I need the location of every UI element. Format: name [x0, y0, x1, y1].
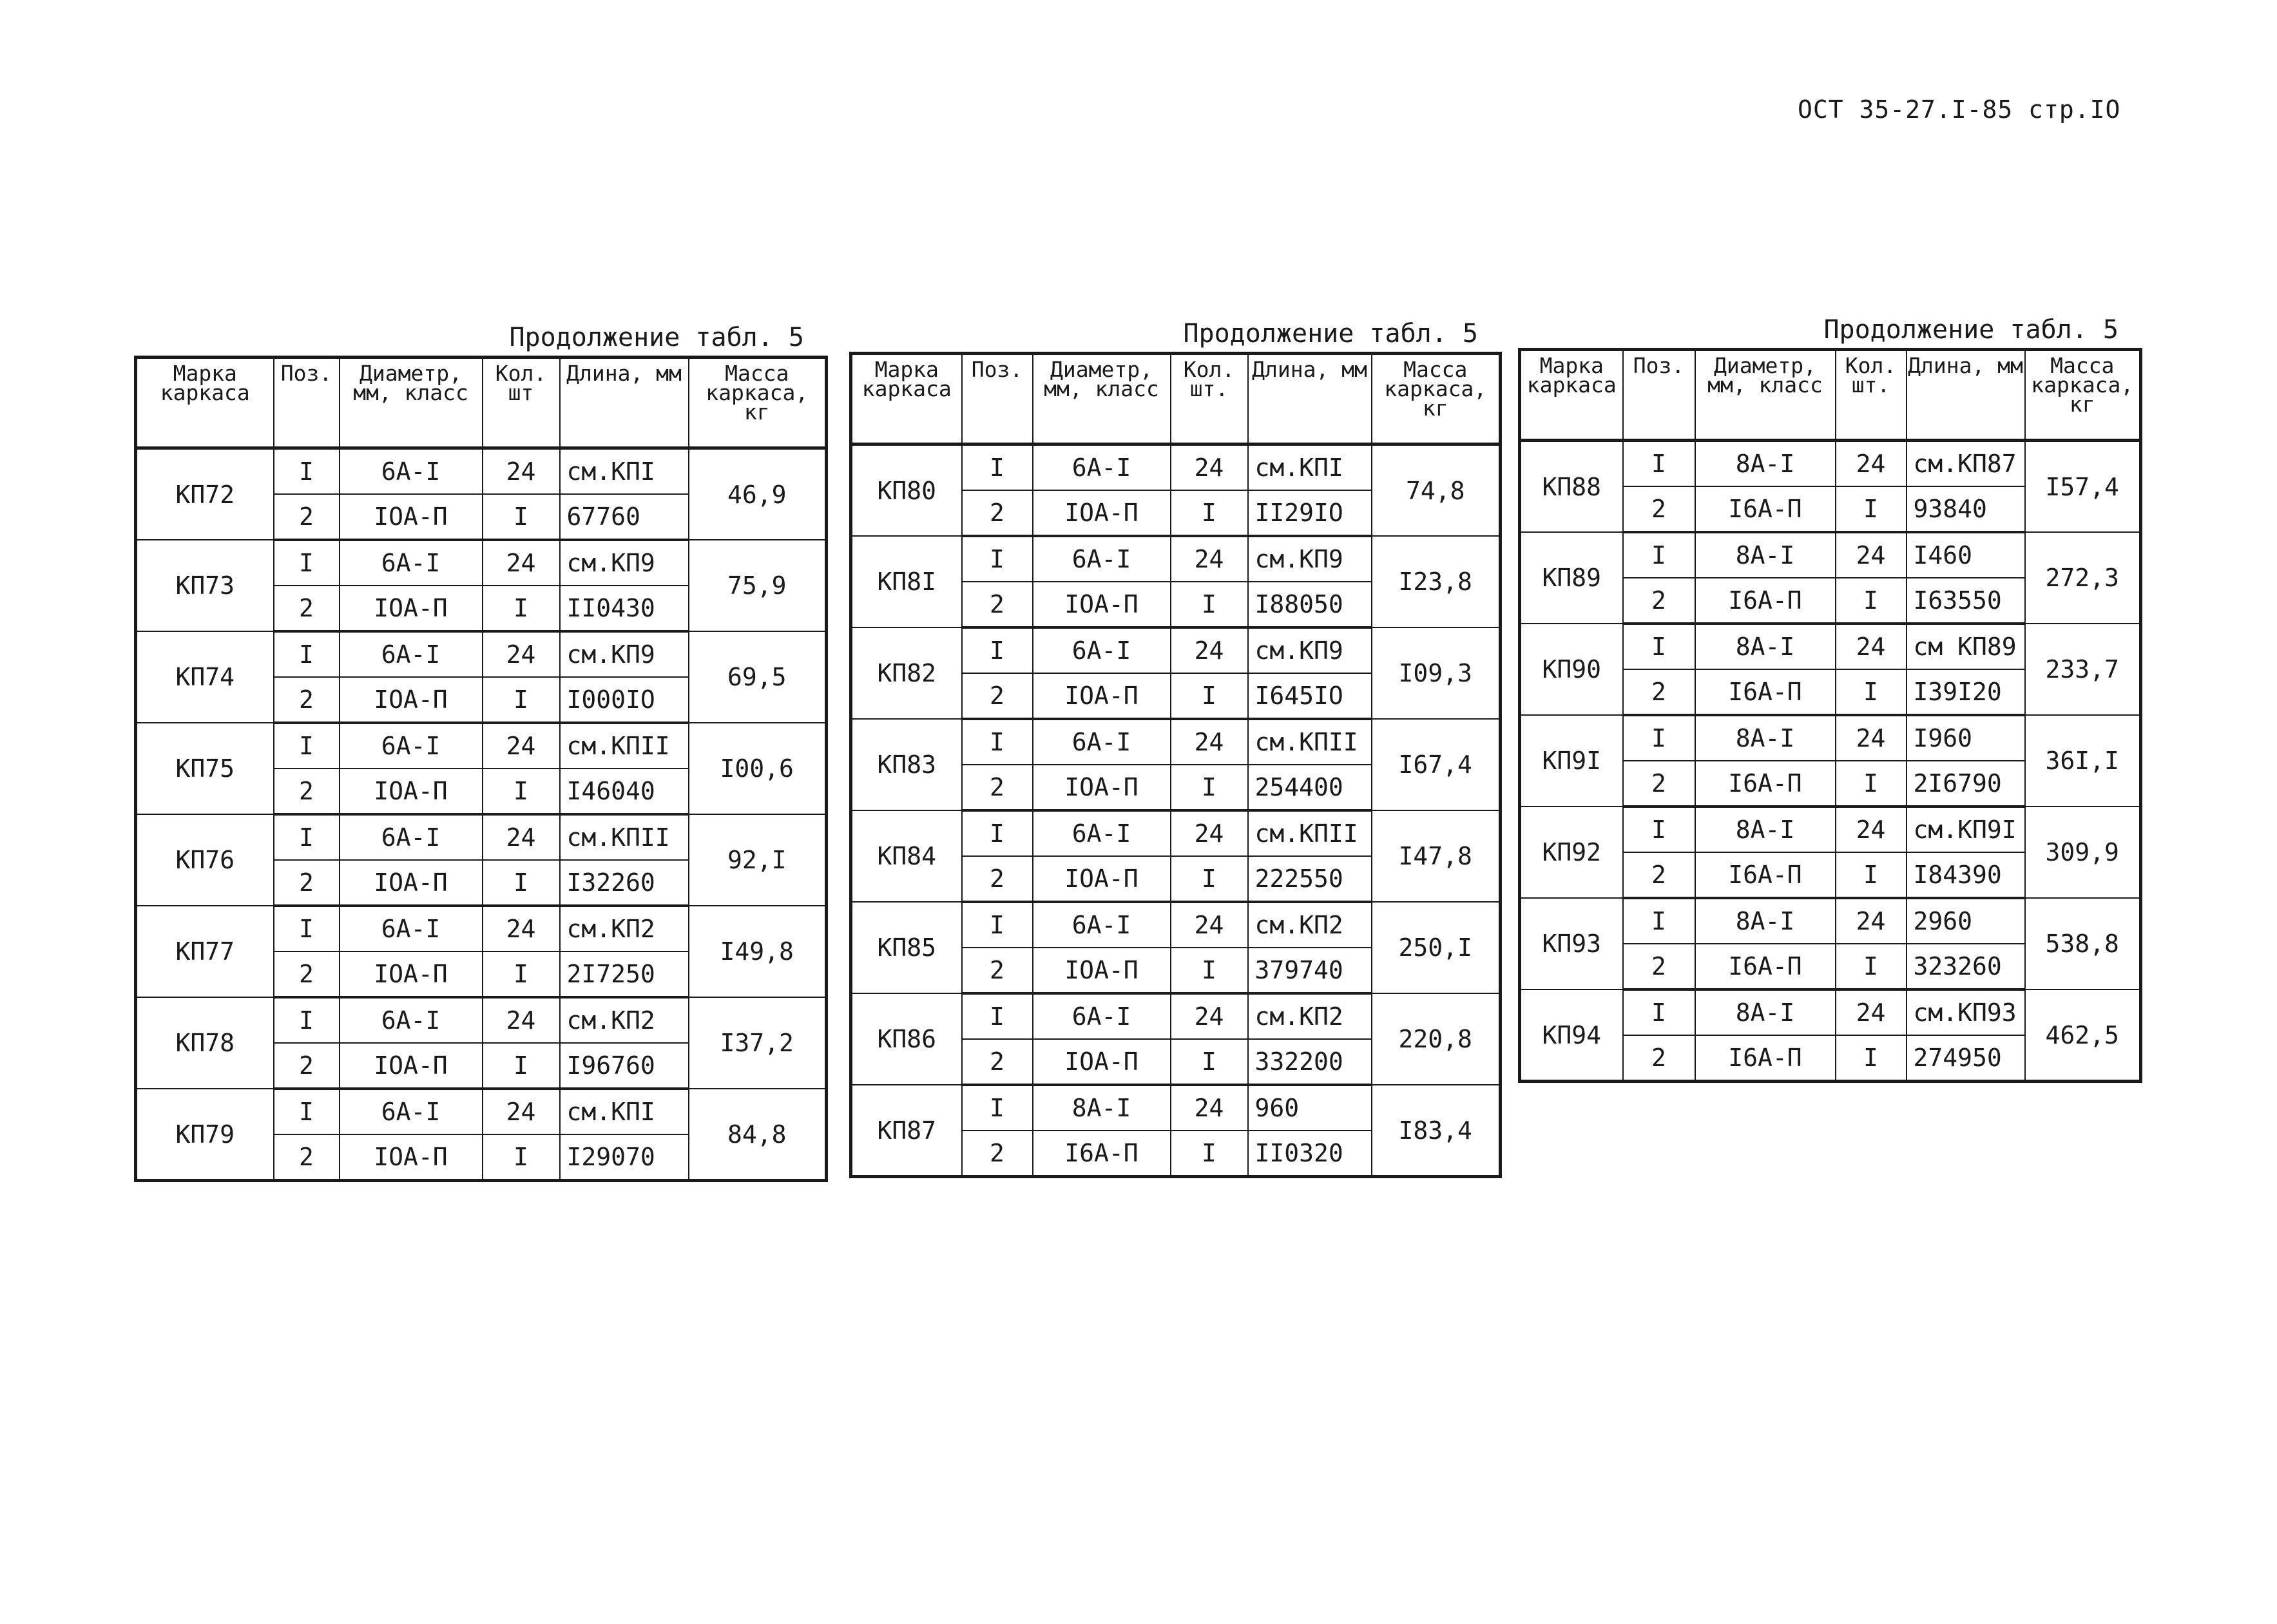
diameter-cell: 6А-I	[1033, 993, 1171, 1039]
length-cell: I000IO	[560, 677, 689, 723]
spec-table	[849, 352, 1502, 1178]
table-row	[1520, 624, 2141, 669]
frame-mark-cell: КП72	[136, 448, 274, 540]
quantity-cell: 24	[1171, 627, 1248, 673]
column-header-mark: Марка каркаса	[851, 354, 962, 444]
frame-mark-cell: КП82	[851, 627, 962, 719]
length-cell: см.КП2	[560, 997, 689, 1043]
diameter-cell: I6A-П	[1695, 761, 1836, 807]
frame-mark-cell: КП75	[136, 723, 274, 814]
quantity-cell: 24	[483, 631, 560, 677]
frame-mark-cell: КП76	[136, 814, 274, 906]
table-block-2	[849, 316, 1505, 1178]
length-cell: II29IO	[1248, 490, 1372, 536]
position-cell: 2	[274, 677, 340, 723]
frame-mass-cell: I09,3	[1372, 627, 1501, 719]
diameter-cell: I6A-П	[1695, 852, 1836, 898]
diameter-cell: IOA-П	[340, 586, 483, 631]
diameter-cell: I6A-П	[1695, 1035, 1836, 1082]
diameter-cell: IOA-П	[340, 677, 483, 723]
position-cell: 2	[962, 490, 1033, 536]
diameter-cell: 6А-I	[340, 906, 483, 951]
column-header-diameter: Диаметр, мм, класс	[340, 358, 483, 448]
quantity-cell: I	[483, 1043, 560, 1089]
length-cell: I960	[1907, 715, 2025, 761]
diameter-cell: 8А-I	[1695, 441, 1836, 487]
frame-mass-cell: 36I,I	[2025, 715, 2141, 807]
position-cell: 2	[1623, 486, 1695, 532]
length-cell: 379740	[1248, 948, 1372, 993]
diameter-cell: IOA-П	[1033, 1039, 1171, 1085]
length-cell: I46040	[560, 769, 689, 814]
quantity-cell: I	[1171, 1039, 1248, 1085]
diameter-cell: IOA-П	[1033, 856, 1171, 902]
diameter-cell: I6A-П	[1695, 578, 1836, 624]
column-header-diameter: Диаметр, мм, класс	[1695, 350, 1836, 441]
frame-mass-cell: 74,8	[1372, 444, 1501, 537]
length-cell: см.КП2	[1248, 902, 1372, 948]
quantity-cell: 24	[1171, 719, 1248, 765]
position-cell: 2	[962, 1039, 1033, 1085]
diameter-cell: 6А-I	[1033, 536, 1171, 582]
diameter-cell: I6A-П	[1695, 486, 1836, 532]
length-cell: 332200	[1248, 1039, 1372, 1085]
frame-mass-cell: 220,8	[1372, 993, 1501, 1085]
quantity-cell: 24	[1836, 715, 1907, 761]
frame-mass-cell: 250,I	[1372, 902, 1501, 993]
quantity-cell: I	[1836, 944, 1907, 989]
quantity-cell: I	[483, 586, 560, 631]
length-cell: см КП89	[1907, 624, 2025, 669]
frame-mass-cell: 69,5	[689, 631, 827, 723]
quantity-cell: I	[1171, 765, 1248, 810]
diameter-cell: 6А-I	[1033, 810, 1171, 856]
quantity-cell: 24	[1171, 1085, 1248, 1131]
quantity-cell: 24	[483, 448, 560, 495]
quantity-cell: 24	[1171, 810, 1248, 856]
length-cell: II0430	[560, 586, 689, 631]
table-row	[851, 719, 1501, 765]
diameter-cell: 6А-I	[340, 723, 483, 769]
position-cell: I	[274, 906, 340, 951]
diameter-cell: IOA-П	[340, 494, 483, 540]
length-cell: 2I7250	[560, 951, 689, 997]
position-cell: I	[962, 536, 1033, 582]
quantity-cell: I	[1171, 948, 1248, 993]
length-cell: 254400	[1248, 765, 1372, 810]
length-cell: см.КПII	[1248, 810, 1372, 856]
length-cell: 222550	[1248, 856, 1372, 902]
column-header-diameter: Диаметр, мм, класс	[1033, 354, 1171, 444]
position-cell: 2	[962, 856, 1033, 902]
position-cell: 2	[1623, 852, 1695, 898]
frame-mark-cell: КП73	[136, 540, 274, 631]
position-cell: 2	[962, 765, 1033, 810]
position-cell: 2	[1623, 1035, 1695, 1082]
diameter-cell: 8А-I	[1695, 898, 1836, 944]
document-header: ОСТ 35-27.I-85 стр.IO	[1798, 95, 2121, 124]
length-cell: см.КП93	[1907, 989, 2025, 1035]
column-header-pos: Поз.	[274, 358, 340, 448]
position-cell: 2	[1623, 944, 1695, 989]
length-cell: см.КП2	[560, 906, 689, 951]
quantity-cell: I	[1836, 1035, 1907, 1082]
quantity-cell: 24	[483, 540, 560, 586]
position-cell: I	[962, 1085, 1033, 1131]
position-cell: 2	[274, 494, 340, 540]
length-cell: 2I6790	[1907, 761, 2025, 807]
position-cell: 2	[962, 948, 1033, 993]
length-cell: см.КП9	[560, 631, 689, 677]
position-cell: I	[274, 997, 340, 1043]
quantity-cell: 24	[483, 723, 560, 769]
length-cell: 93840	[1907, 486, 2025, 532]
frame-mass-cell: 46,9	[689, 448, 827, 540]
frame-mass-cell: I37,2	[689, 997, 827, 1089]
diameter-cell: 6А-I	[340, 814, 483, 860]
quantity-cell: I	[1836, 486, 1907, 532]
position-cell: I	[962, 444, 1033, 491]
table-block-1	[134, 320, 831, 1182]
table-row	[136, 631, 827, 677]
diameter-cell: IOA-П	[340, 951, 483, 997]
position-cell: 2	[962, 1131, 1033, 1177]
length-cell: см.КП9I	[1907, 807, 2025, 852]
position-cell: 2	[274, 951, 340, 997]
length-cell: I32260	[560, 860, 689, 906]
length-cell: I460	[1907, 532, 2025, 578]
position-cell: I	[1623, 898, 1695, 944]
position-cell: 2	[274, 860, 340, 906]
frame-mark-cell: КП87	[851, 1085, 962, 1177]
diameter-cell: 8А-I	[1695, 715, 1836, 761]
diameter-cell: 6А-I	[340, 540, 483, 586]
position-cell: I	[274, 448, 340, 495]
length-cell: I63550	[1907, 578, 2025, 624]
position-cell: 2	[1623, 578, 1695, 624]
table-row	[851, 810, 1501, 856]
position-cell: 2	[274, 769, 340, 814]
quantity-cell: I	[483, 677, 560, 723]
diameter-cell: 6А-I	[340, 631, 483, 677]
position-cell: I	[962, 902, 1033, 948]
table-row	[136, 723, 827, 769]
diameter-cell: 6А-I	[1033, 902, 1171, 948]
frame-mark-cell: КП94	[1520, 989, 1623, 1082]
frame-mark-cell: КП89	[1520, 532, 1623, 624]
column-header-mass: Масса каркаса, кг	[2025, 350, 2141, 441]
frame-mass-cell: 462,5	[2025, 989, 2141, 1082]
length-cell: I96760	[560, 1043, 689, 1089]
frame-mark-cell: КП86	[851, 993, 962, 1085]
position-cell: I	[1623, 807, 1695, 852]
table-row	[851, 627, 1501, 673]
length-cell: I84390	[1907, 852, 2025, 898]
length-cell: 960	[1248, 1085, 1372, 1131]
position-cell: I	[274, 1089, 340, 1134]
frame-mass-cell: I67,4	[1372, 719, 1501, 810]
diameter-cell: 6А-I	[340, 997, 483, 1043]
table-block-3	[1518, 312, 2146, 1083]
position-cell: I	[274, 814, 340, 860]
quantity-cell: I	[1836, 852, 1907, 898]
quantity-cell: 24	[1171, 536, 1248, 582]
table-row	[1520, 898, 2141, 944]
spec-table	[134, 356, 828, 1182]
position-cell: 2	[962, 673, 1033, 719]
length-cell: 2960	[1907, 898, 2025, 944]
position-cell: 2	[274, 586, 340, 631]
diameter-cell: IOA-П	[1033, 673, 1171, 719]
quantity-cell: 24	[1836, 532, 1907, 578]
diameter-cell: 8А-I	[1033, 1085, 1171, 1131]
table-row	[851, 536, 1501, 582]
length-cell: I29070	[560, 1134, 689, 1181]
frame-mark-cell: КП9I	[1520, 715, 1623, 807]
table-row	[851, 993, 1501, 1039]
frame-mark-cell: КП90	[1520, 624, 1623, 715]
table-row	[1520, 989, 2141, 1035]
quantity-cell: 24	[483, 814, 560, 860]
quantity-cell: 24	[1171, 444, 1248, 491]
table-caption: Продолжение табл. 5	[509, 323, 804, 352]
header-row	[136, 358, 827, 448]
quantity-cell: I	[1836, 578, 1907, 624]
length-cell: 274950	[1907, 1035, 2025, 1082]
length-cell: 67760	[560, 494, 689, 540]
quantity-cell: 24	[1836, 624, 1907, 669]
length-cell: см.КПII	[560, 723, 689, 769]
diameter-cell: 8А-I	[1695, 532, 1836, 578]
length-cell: см.КПII	[1248, 719, 1372, 765]
diameter-cell: 6А-I	[1033, 627, 1171, 673]
table-caption: Продолжение табл. 5	[1183, 319, 1478, 349]
quantity-cell: I	[1171, 582, 1248, 627]
quantity-cell: I	[483, 860, 560, 906]
quantity-cell: 24	[1171, 993, 1248, 1039]
diameter-cell: IOA-П	[340, 1134, 483, 1181]
frame-mark-cell: КП74	[136, 631, 274, 723]
quantity-cell: 24	[1836, 989, 1907, 1035]
length-cell: см.КП9	[1248, 536, 1372, 582]
diameter-cell: IOA-П	[340, 1043, 483, 1089]
diameter-cell: IOA-П	[1033, 948, 1171, 993]
length-cell: см.КП2	[1248, 993, 1372, 1039]
diameter-cell: 8А-I	[1695, 807, 1836, 852]
length-cell: I39I20	[1907, 669, 2025, 715]
position-cell: 2	[1623, 761, 1695, 807]
diameter-cell: I6A-П	[1695, 669, 1836, 715]
table-row	[136, 906, 827, 951]
length-cell: см.КП87	[1907, 441, 2025, 487]
position-cell: I	[274, 723, 340, 769]
position-cell: I	[1623, 624, 1695, 669]
frame-mass-cell: 233,7	[2025, 624, 2141, 715]
frame-mass-cell: 84,8	[689, 1089, 827, 1181]
position-cell: 2	[274, 1134, 340, 1181]
table-row	[851, 902, 1501, 948]
length-cell: см.КПII	[560, 814, 689, 860]
frame-mass-cell: 309,9	[2025, 807, 2141, 898]
frame-mark-cell: КП85	[851, 902, 962, 993]
frame-mass-cell: I49,8	[689, 906, 827, 997]
quantity-cell: 24	[1171, 902, 1248, 948]
frame-mass-cell: 538,8	[2025, 898, 2141, 989]
frame-mark-cell: КП84	[851, 810, 962, 902]
spec-table	[1518, 348, 2142, 1083]
quantity-cell: 24	[1836, 441, 1907, 487]
table-row	[136, 1089, 827, 1134]
position-cell: I	[962, 993, 1033, 1039]
table-caption: Продолжение табл. 5	[1823, 315, 2118, 345]
column-header-length: Длина, мм	[560, 358, 689, 448]
frame-mass-cell: 75,9	[689, 540, 827, 631]
column-header-qty: Кол. шт	[483, 358, 560, 448]
length-cell: см.КП9	[560, 540, 689, 586]
quantity-cell: I	[1171, 490, 1248, 536]
table-row	[1520, 441, 2141, 487]
quantity-cell: I	[1171, 673, 1248, 719]
table-row	[136, 540, 827, 586]
length-cell: I88050	[1248, 582, 1372, 627]
column-header-qty: Кол. шт.	[1171, 354, 1248, 444]
table-row	[851, 444, 1501, 491]
diameter-cell: 6А-I	[1033, 719, 1171, 765]
position-cell: I	[1623, 989, 1695, 1035]
quantity-cell: I	[483, 769, 560, 814]
quantity-cell: I	[483, 951, 560, 997]
position-cell: 2	[274, 1043, 340, 1089]
diameter-cell: 6А-I	[1033, 444, 1171, 491]
frame-mark-cell: КП83	[851, 719, 962, 810]
column-header-qty: Кол. шт.	[1836, 350, 1907, 441]
quantity-cell: I	[1171, 856, 1248, 902]
quantity-cell: 24	[483, 1089, 560, 1134]
quantity-cell: I	[483, 1134, 560, 1181]
frame-mark-cell: КП88	[1520, 441, 1623, 533]
diameter-cell: 8А-I	[1695, 624, 1836, 669]
diameter-cell: IOA-П	[1033, 582, 1171, 627]
diameter-cell: I6A-П	[1033, 1131, 1171, 1177]
column-header-length: Длина, мм	[1907, 350, 2025, 441]
frame-mark-cell: КП79	[136, 1089, 274, 1181]
table-row	[851, 1085, 1501, 1131]
diameter-cell: IOA-П	[1033, 490, 1171, 536]
column-header-mass: Масса каркаса, кг	[1372, 354, 1501, 444]
quantity-cell: I	[1836, 761, 1907, 807]
frame-mass-cell: I83,4	[1372, 1085, 1501, 1177]
quantity-cell: 24	[1836, 807, 1907, 852]
frame-mark-cell: КП77	[136, 906, 274, 997]
diameter-cell: I6A-П	[1695, 944, 1836, 989]
table-row	[1520, 715, 2141, 761]
position-cell: I	[1623, 715, 1695, 761]
position-cell: I	[274, 540, 340, 586]
column-header-mass: Масса каркаса, кг	[689, 358, 827, 448]
length-cell: см.КПI	[560, 1089, 689, 1134]
frame-mass-cell: I23,8	[1372, 536, 1501, 627]
position-cell: I	[274, 631, 340, 677]
quantity-cell: I	[1171, 1131, 1248, 1177]
quantity-cell: 24	[483, 997, 560, 1043]
diameter-cell: 6А-I	[340, 1089, 483, 1134]
diameter-cell: 8А-I	[1695, 989, 1836, 1035]
length-cell: см.КПI	[1248, 444, 1372, 491]
quantity-cell: 24	[483, 906, 560, 951]
quantity-cell: I	[483, 494, 560, 540]
position-cell: 2	[962, 582, 1033, 627]
frame-mark-cell: КП92	[1520, 807, 1623, 898]
diameter-cell: 6А-I	[340, 448, 483, 495]
quantity-cell: I	[1836, 669, 1907, 715]
position-cell: I	[962, 810, 1033, 856]
position-cell: I	[1623, 441, 1695, 487]
position-cell: I	[962, 719, 1033, 765]
frame-mark-cell: КП78	[136, 997, 274, 1089]
frame-mass-cell: I47,8	[1372, 810, 1501, 902]
column-header-pos: Поз.	[1623, 350, 1695, 441]
column-header-length: Длина, мм	[1248, 354, 1372, 444]
frame-mass-cell: I57,4	[2025, 441, 2141, 533]
quantity-cell: 24	[1836, 898, 1907, 944]
diameter-cell: IOA-П	[340, 769, 483, 814]
frame-mark-cell: КП8I	[851, 536, 962, 627]
length-cell: II0320	[1248, 1131, 1372, 1177]
table-row	[136, 448, 827, 495]
diameter-cell: IOA-П	[340, 860, 483, 906]
position-cell: I	[1623, 532, 1695, 578]
length-cell: I645IO	[1248, 673, 1372, 719]
header-row	[851, 354, 1501, 444]
frame-mass-cell: I00,6	[689, 723, 827, 814]
frame-mark-cell: КП80	[851, 444, 962, 537]
position-cell: I	[962, 627, 1033, 673]
length-cell: 323260	[1907, 944, 2025, 989]
table-row	[136, 814, 827, 860]
diameter-cell: IOA-П	[1033, 765, 1171, 810]
length-cell: см.КП9	[1248, 627, 1372, 673]
table-row	[1520, 807, 2141, 852]
table-row	[136, 997, 827, 1043]
frame-mass-cell: 92,I	[689, 814, 827, 906]
frame-mark-cell: КП93	[1520, 898, 1623, 989]
column-header-mark: Марка каркаса	[1520, 350, 1623, 441]
length-cell: см.КПI	[560, 448, 689, 495]
column-header-pos: Поз.	[962, 354, 1033, 444]
header-row	[1520, 350, 2141, 441]
column-header-mark: Марка каркаса	[136, 358, 274, 448]
position-cell: 2	[1623, 669, 1695, 715]
frame-mass-cell: 272,3	[2025, 532, 2141, 624]
table-row	[1520, 532, 2141, 578]
